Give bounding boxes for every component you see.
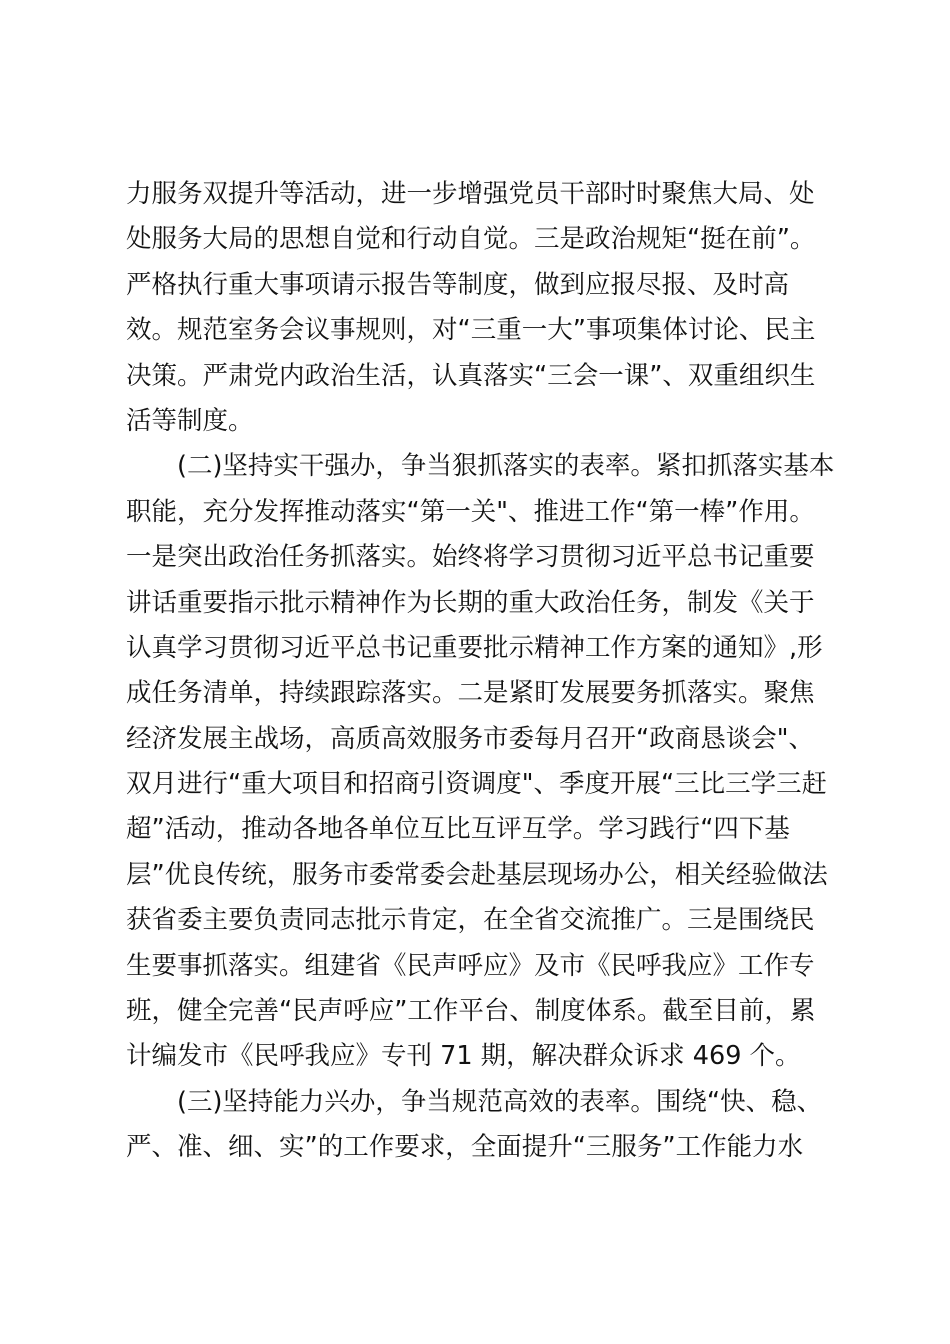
- text-line: 经济发展主战场，高质高效服务市委每月召开“政商恳谈会"、: [126, 723, 814, 754]
- text-line: 决策。严肃党内政治生活，认真落实“三会一课”、双重组织生: [126, 360, 816, 391]
- text-line: 获省委主要负责同志批示肯定，在全省交流推广。三是围绕民: [126, 905, 815, 936]
- text-line: 层”优良传统，服务市委常委会赴基层现场办公，相关经验做法: [126, 859, 828, 890]
- text-line: 活等制度。: [126, 405, 254, 436]
- section-heading-line: (三)坚持能力兴办，争当规范高效的表率。围绕“快、稳、: [177, 1086, 823, 1117]
- text-line: 讲话重要指示批示精神作为长期的重大政治任务，制发《关于: [126, 587, 815, 618]
- text-line: 超”活动，推动各地各单位互比互评互学。学习践行“四下基: [126, 814, 790, 845]
- text-line: 双月进行“重大项目和招商引资调度"、季度开展“三比三学三赶: [126, 769, 828, 800]
- document-body: [126, 172, 835, 1171]
- text-line: 生要事抓落实。组建省《民声呼应》及市《民呼我应》工作专: [126, 950, 815, 981]
- text-line: 严、准、细、实”的工作要求，全面提升“三服务”工作能力水: [126, 1132, 804, 1163]
- text-line: 力服务双提升等活动，进一步增强党员干部时时聚焦大局、处: [126, 179, 815, 209]
- text-line: 一是突出政治任务抓落实。始终将学习贯彻习近平总书记重要: [126, 542, 815, 573]
- text-line: 认真学习贯彻习近平总书记重要批示精神工作方案的通知》,形: [126, 632, 823, 663]
- text-line: 成任务清单，持续跟踪落实。二是紧盯发展要务抓落实。聚焦: [126, 678, 815, 709]
- text-line: 计编发市《民呼我应》专刊 71 期，解决群众诉求 469 个。: [126, 1041, 801, 1072]
- text-line: 职能，充分发挥推动落实“第一关"、推进工作“第一棒”作用。: [126, 496, 815, 527]
- text-line: 处服务大局的思想自觉和行动自觉。三是政治规矩“挺在前”。: [126, 224, 816, 255]
- text-line: 效。规范室务会议事规则，对“三重一大”事项集体讨论、民主: [126, 315, 816, 346]
- section-heading-line: (二)坚持实干强办，争当狠抓落实的表率。紧扣抓落实基本: [177, 451, 835, 482]
- text-line: 班，健全完善“民声呼应”工作平台、制度体系。截至目前，累: [126, 996, 816, 1027]
- text-line: 严格执行重大事项请示报告等制度，做到应报尽报、及时高: [126, 269, 790, 300]
